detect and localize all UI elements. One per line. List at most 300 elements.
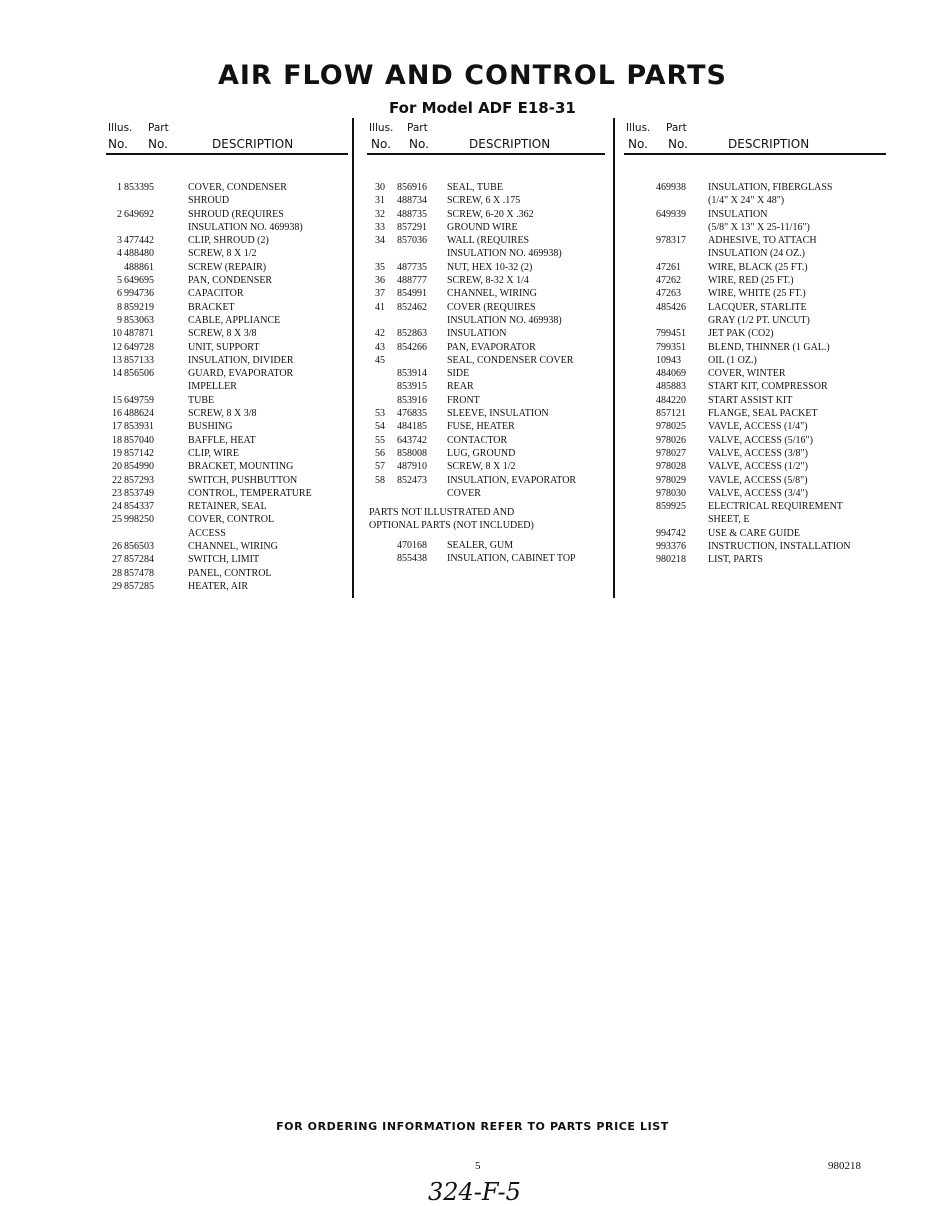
illus-number: 5 bbox=[117, 275, 122, 287]
parts-rows bbox=[108, 181, 348, 593]
part-number: 853914 bbox=[397, 368, 427, 380]
part-row bbox=[626, 380, 886, 393]
illus-number: 10 bbox=[112, 328, 122, 340]
part-number: 857142 bbox=[124, 447, 154, 459]
part-description: GUARD, EVAPORATOR bbox=[188, 368, 294, 380]
column-divider bbox=[352, 118, 354, 598]
no-label: No. bbox=[668, 137, 688, 151]
part-label: Part bbox=[407, 122, 428, 134]
part-description: TUBE bbox=[188, 394, 215, 406]
part-row bbox=[626, 327, 886, 340]
part-row bbox=[369, 274, 605, 287]
part-label: Part bbox=[148, 122, 169, 134]
part-description: UNIT, SUPPORT bbox=[188, 341, 260, 353]
part-row bbox=[108, 287, 348, 300]
part-description: SCREW (REPAIR) bbox=[188, 261, 267, 273]
part-description: SWITCH, LIMIT bbox=[188, 554, 260, 566]
part-number: 643742 bbox=[397, 434, 427, 446]
part-row bbox=[626, 287, 886, 300]
column-divider bbox=[613, 118, 615, 598]
part-number: 854337 bbox=[124, 501, 154, 513]
illus-number: 28 bbox=[112, 567, 122, 579]
part-row bbox=[369, 447, 605, 460]
part-row bbox=[626, 208, 886, 221]
part-number: 484185 bbox=[397, 421, 427, 433]
part-description: CHANNEL, WIRING bbox=[447, 288, 537, 300]
part-number: 488734 bbox=[397, 195, 427, 207]
part-row bbox=[108, 500, 348, 513]
part-description: BUSHING bbox=[188, 421, 233, 433]
part-row bbox=[369, 367, 605, 380]
part-description: SHEET, E bbox=[708, 514, 750, 526]
part-number: 649759 bbox=[124, 394, 154, 406]
illus-number: 22 bbox=[112, 474, 122, 486]
header-rule bbox=[367, 153, 605, 155]
part-description: VALVE, ACCESS (1/2") bbox=[708, 461, 808, 473]
part-number: 649728 bbox=[124, 341, 154, 353]
part-row bbox=[369, 208, 605, 221]
part-row bbox=[108, 394, 348, 407]
part-number: 859925 bbox=[656, 501, 686, 513]
part-number: 649939 bbox=[656, 208, 686, 220]
part-row bbox=[369, 234, 605, 247]
part-description: OIL (1 OZ.) bbox=[708, 354, 757, 366]
part-description: FUSE, HEATER bbox=[447, 421, 515, 433]
part-number: 488480 bbox=[124, 248, 154, 260]
column-header bbox=[108, 120, 348, 154]
part-number: 978029 bbox=[656, 474, 686, 486]
illus-number: 27 bbox=[112, 554, 122, 566]
part-description: SLEEVE, INSULATION bbox=[447, 408, 549, 420]
part-number: 854990 bbox=[124, 461, 154, 473]
part-description: INSULATION (24 OZ.) bbox=[708, 248, 805, 260]
part-row bbox=[626, 367, 886, 380]
part-row bbox=[626, 527, 886, 540]
part-number: 487871 bbox=[124, 328, 154, 340]
section-note bbox=[369, 506, 605, 519]
part-row bbox=[369, 261, 605, 274]
part-row bbox=[108, 341, 348, 354]
part-row bbox=[369, 314, 605, 327]
part-row bbox=[626, 274, 886, 287]
part-row bbox=[108, 580, 348, 593]
part-number: 855438 bbox=[397, 553, 427, 565]
part-description: SWITCH, PUSHBUTTON bbox=[188, 474, 298, 486]
illus-label: Illus. bbox=[369, 122, 394, 134]
part-number: 853749 bbox=[124, 487, 154, 499]
illus-number: 17 bbox=[112, 421, 122, 433]
illus-number: 55 bbox=[375, 434, 385, 446]
no-label: No. bbox=[108, 137, 128, 151]
part-description: SCREW, 8 X 3/8 bbox=[188, 328, 257, 340]
document-code: 980218 bbox=[828, 1160, 861, 1172]
part-row bbox=[108, 434, 348, 447]
part-description: COVER, CONDENSER bbox=[188, 182, 287, 193]
column-header bbox=[369, 120, 605, 154]
parts-column-3 bbox=[626, 120, 886, 567]
illus-number: 2 bbox=[117, 208, 122, 220]
description-label: DESCRIPTION bbox=[212, 137, 294, 151]
illus-label: Illus. bbox=[108, 122, 133, 134]
part-number: 857040 bbox=[124, 434, 154, 446]
part-row bbox=[626, 447, 886, 460]
part-row bbox=[108, 487, 348, 500]
part-description: CLIP, WIRE bbox=[188, 447, 239, 459]
page-number: 5 bbox=[475, 1160, 481, 1172]
part-description: FLANGE, SEAL PACKET bbox=[708, 408, 818, 420]
part-row bbox=[626, 394, 886, 407]
part-row bbox=[108, 420, 348, 433]
part-description: VALVE, ACCESS (3/8") bbox=[708, 447, 808, 459]
part-row bbox=[369, 474, 605, 487]
parts-rows bbox=[626, 181, 886, 567]
part-row bbox=[626, 540, 886, 553]
part-number: 854991 bbox=[397, 288, 427, 300]
illus-number: 24 bbox=[112, 501, 122, 513]
part-number: 799351 bbox=[656, 341, 686, 353]
illus-number: 42 bbox=[375, 328, 385, 340]
part-number: 487735 bbox=[397, 261, 427, 273]
illus-number: 12 bbox=[112, 341, 122, 353]
part-row bbox=[369, 341, 605, 354]
illus-number: 15 bbox=[112, 394, 122, 406]
part-number: 485426 bbox=[656, 301, 686, 313]
part-description: ADHESIVE, TO ATTACH bbox=[708, 235, 817, 247]
part-row bbox=[626, 247, 886, 260]
part-description: RETAINER, SEAL bbox=[188, 501, 267, 513]
part-description: SCREW, 8-32 X 1/4 bbox=[447, 275, 529, 287]
part-description: SCREW, 8 X 3/8 bbox=[188, 408, 257, 420]
part-description: LUG, GROUND bbox=[447, 447, 516, 459]
parts-rows bbox=[369, 181, 605, 565]
part-row bbox=[108, 181, 348, 194]
part-description: SHROUD (REQUIRES bbox=[188, 208, 284, 220]
part-row bbox=[108, 553, 348, 566]
illus-number: 25 bbox=[112, 514, 122, 526]
part-description: (1/4" X 24" X 48") bbox=[708, 195, 785, 207]
illus-number: 4 bbox=[117, 248, 122, 260]
part-number: 857291 bbox=[397, 221, 427, 233]
illus-number: 20 bbox=[112, 461, 122, 473]
part-row bbox=[369, 407, 605, 420]
part-description: COVER, WINTER bbox=[708, 368, 786, 380]
illus-number: 41 bbox=[375, 301, 385, 313]
part-description: USE & CARE GUIDE bbox=[708, 527, 800, 539]
part-row bbox=[626, 420, 886, 433]
illus-number: 54 bbox=[375, 421, 385, 433]
part-description: HEATER, AIR bbox=[188, 580, 248, 592]
part-number: 649692 bbox=[124, 208, 154, 220]
illus-number: 58 bbox=[375, 474, 385, 486]
part-description: CLIP, SHROUD (2) bbox=[188, 235, 269, 247]
part-description: PAN, EVAPORATOR bbox=[447, 341, 536, 353]
illus-label: Illus. bbox=[626, 122, 651, 134]
part-row bbox=[626, 221, 886, 234]
part-number: 487910 bbox=[397, 461, 427, 473]
part-description: BRACKET bbox=[188, 301, 235, 313]
no-label: No. bbox=[409, 137, 429, 151]
part-row bbox=[626, 434, 886, 447]
part-description: SIDE bbox=[447, 368, 470, 380]
part-row bbox=[108, 274, 348, 287]
part-number: 994742 bbox=[656, 527, 686, 539]
part-description: VALVE, ACCESS (5/16") bbox=[708, 434, 813, 446]
part-row bbox=[369, 460, 605, 473]
illus-number: 18 bbox=[112, 434, 122, 446]
part-row bbox=[108, 354, 348, 367]
part-number: 476835 bbox=[397, 408, 427, 420]
illus-number: 23 bbox=[112, 487, 122, 499]
part-row bbox=[626, 460, 886, 473]
part-row bbox=[626, 407, 886, 420]
part-description: BRACKET, MOUNTING bbox=[188, 461, 294, 473]
part-description: IMPELLER bbox=[188, 381, 237, 393]
part-description: LACQUER, STARLITE bbox=[708, 301, 807, 313]
part-row bbox=[108, 460, 348, 473]
illus-number: 26 bbox=[112, 541, 122, 553]
page-title: AIR FLOW AND CONTROL PARTS bbox=[217, 60, 728, 91]
part-row bbox=[626, 234, 886, 247]
part-row bbox=[626, 314, 886, 327]
part-row bbox=[626, 487, 886, 500]
part-number: 853395 bbox=[124, 182, 154, 193]
part-number: 978030 bbox=[656, 487, 686, 499]
column-header bbox=[626, 120, 886, 154]
part-number: 649695 bbox=[124, 275, 154, 287]
part-number: 470168 bbox=[397, 539, 427, 551]
part-number: 856506 bbox=[124, 368, 154, 380]
part-description: REAR bbox=[447, 381, 474, 393]
part-row bbox=[108, 327, 348, 340]
part-number: 980218 bbox=[656, 554, 686, 566]
part-number: 852462 bbox=[397, 301, 427, 313]
illus-number: 43 bbox=[375, 341, 385, 353]
part-number: 993376 bbox=[656, 541, 686, 553]
illus-number: 8 bbox=[117, 301, 122, 313]
illus-number: 6 bbox=[117, 288, 122, 300]
part-row bbox=[369, 247, 605, 260]
part-number: 484220 bbox=[656, 394, 686, 406]
part-number: 488735 bbox=[397, 208, 427, 220]
illus-number: 9 bbox=[117, 314, 122, 326]
illus-number: 56 bbox=[375, 447, 385, 459]
part-description: COVER bbox=[447, 487, 481, 499]
header-rule bbox=[624, 153, 886, 155]
part-description: SEAL, TUBE bbox=[447, 182, 503, 193]
part-row bbox=[369, 487, 605, 500]
illus-number: 45 bbox=[375, 354, 385, 366]
part-row bbox=[108, 567, 348, 580]
part-description: BLEND, THINNER (1 GAL.) bbox=[708, 341, 830, 353]
part-number: 488861 bbox=[124, 261, 154, 273]
illus-number: 33 bbox=[375, 221, 385, 233]
section-note bbox=[369, 519, 605, 532]
no-label: No. bbox=[371, 137, 391, 151]
part-number: 853931 bbox=[124, 421, 154, 433]
part-description: WIRE, BLACK (25 FT.) bbox=[708, 261, 808, 273]
part-row bbox=[108, 247, 348, 260]
part-row bbox=[108, 407, 348, 420]
part-row bbox=[626, 553, 886, 566]
part-description: (5/8" X 13" X 25-11/16") bbox=[708, 221, 810, 233]
part-number: 469938 bbox=[656, 182, 686, 193]
part-row bbox=[626, 341, 886, 354]
part-description: SCREW, 8 X 1/2 bbox=[447, 461, 516, 473]
description-label: DESCRIPTION bbox=[469, 137, 551, 151]
part-description: INSULATION bbox=[447, 328, 507, 340]
part-number: 857036 bbox=[397, 235, 427, 247]
illus-number: 16 bbox=[112, 408, 122, 420]
part-row bbox=[369, 394, 605, 407]
part-number: 488777 bbox=[397, 275, 427, 287]
part-row bbox=[369, 420, 605, 433]
illus-number: 30 bbox=[375, 182, 385, 193]
part-row bbox=[626, 354, 886, 367]
part-row bbox=[108, 447, 348, 460]
part-description: START KIT, COMPRESSOR bbox=[708, 381, 828, 393]
part-description: WALL (REQUIRES bbox=[447, 235, 530, 247]
no-label: No. bbox=[148, 137, 168, 151]
part-description: ACCESS bbox=[188, 527, 226, 539]
part-row bbox=[369, 181, 605, 194]
section-note-text: PARTS NOT ILLUSTRATED AND bbox=[369, 507, 515, 519]
part-description: INSULATION, CABINET TOP bbox=[447, 553, 576, 565]
illus-number: 53 bbox=[375, 408, 385, 420]
part-description: VAVLE, ACCESS (1/4") bbox=[708, 421, 808, 433]
part-number: 857293 bbox=[124, 474, 154, 486]
part-row bbox=[108, 194, 348, 207]
part-description: LIST, PARTS bbox=[708, 554, 763, 566]
part-number: 852863 bbox=[397, 328, 427, 340]
part-number: 978317 bbox=[656, 235, 686, 247]
part-number: 978028 bbox=[656, 461, 686, 473]
illus-number: 34 bbox=[375, 235, 385, 247]
part-label: Part bbox=[666, 122, 687, 134]
illus-number: 57 bbox=[375, 461, 385, 473]
part-number: 47261 bbox=[656, 261, 681, 273]
part-number: 857133 bbox=[124, 354, 154, 366]
part-description: INSULATION, DIVIDER bbox=[188, 354, 294, 366]
part-row bbox=[626, 513, 886, 526]
illus-number: 19 bbox=[112, 447, 122, 459]
part-number: 485883 bbox=[656, 381, 686, 393]
part-description: NUT, HEX 10-32 (2) bbox=[447, 261, 533, 273]
ordering-footer: FOR ORDERING INFORMATION REFER TO PARTS PRICE LIST bbox=[276, 1120, 669, 1133]
part-row bbox=[108, 314, 348, 327]
illus-number: 37 bbox=[375, 288, 385, 300]
header-rule bbox=[106, 153, 348, 155]
part-description: CABLE, APPLIANCE bbox=[188, 314, 281, 326]
part-number: 484069 bbox=[656, 368, 686, 380]
part-number: 998250 bbox=[124, 514, 154, 526]
part-row bbox=[108, 527, 348, 540]
part-number: 852473 bbox=[397, 474, 427, 486]
part-row bbox=[108, 474, 348, 487]
parts-column-1 bbox=[108, 120, 348, 593]
part-description: SCREW, 6-20 X .362 bbox=[447, 208, 534, 220]
illus-number: 31 bbox=[375, 195, 385, 207]
part-description: CAPACITOR bbox=[188, 288, 244, 300]
part-description: BAFFLE, HEAT bbox=[188, 434, 256, 446]
part-number: 47262 bbox=[656, 275, 681, 287]
part-row bbox=[108, 221, 348, 234]
part-description: INSULATION, EVAPORATOR bbox=[447, 474, 577, 486]
part-row bbox=[626, 301, 886, 314]
part-number: 857121 bbox=[656, 408, 686, 420]
part-number: 853063 bbox=[124, 314, 154, 326]
part-number: 857285 bbox=[124, 580, 154, 592]
part-row bbox=[369, 194, 605, 207]
part-number: 978025 bbox=[656, 421, 686, 433]
no-label: No. bbox=[628, 137, 648, 151]
part-description: VAVLE, ACCESS (5/8") bbox=[708, 474, 808, 486]
part-row bbox=[626, 474, 886, 487]
part-description: GROUND WIRE bbox=[447, 221, 518, 233]
part-description: SHROUD bbox=[188, 195, 230, 207]
illus-number: 14 bbox=[112, 368, 122, 380]
part-description: INSULATION, FIBERGLASS bbox=[708, 182, 833, 193]
illus-number: 29 bbox=[112, 580, 122, 592]
part-description: START ASSIST KIT bbox=[708, 394, 793, 406]
part-description: CONTROL, TEMPERATURE bbox=[188, 487, 312, 499]
part-description: INSTRUCTION, INSTALLATION bbox=[708, 541, 851, 553]
illus-number: 13 bbox=[112, 354, 122, 366]
section-note-text: OPTIONAL PARTS (NOT INCLUDED) bbox=[369, 520, 534, 532]
illus-number: 36 bbox=[375, 275, 385, 287]
part-description: INSULATION NO. 469938) bbox=[447, 314, 562, 326]
part-number: 853916 bbox=[397, 394, 427, 406]
part-row bbox=[369, 539, 605, 552]
part-row bbox=[626, 181, 886, 194]
part-number: 978026 bbox=[656, 434, 686, 446]
part-description: SEALER, GUM bbox=[447, 539, 514, 551]
part-description: WIRE, RED (25 FT.) bbox=[708, 275, 794, 287]
part-row bbox=[626, 500, 886, 513]
part-row bbox=[108, 208, 348, 221]
part-description: VALVE, ACCESS (3/4") bbox=[708, 487, 808, 499]
part-number: 10943 bbox=[656, 354, 681, 366]
part-description: INSULATION NO. 469938) bbox=[188, 221, 303, 233]
part-number: 854266 bbox=[397, 341, 427, 353]
part-row bbox=[108, 513, 348, 526]
part-row bbox=[369, 301, 605, 314]
part-number: 857284 bbox=[124, 554, 154, 566]
part-row bbox=[369, 552, 605, 565]
part-description: INSULATION bbox=[708, 208, 768, 220]
part-description: COVER (REQUIRES bbox=[447, 301, 536, 313]
part-description: SCREW, 8 X 1/2 bbox=[188, 248, 257, 260]
part-row bbox=[626, 261, 886, 274]
part-description: PAN, CONDENSER bbox=[188, 275, 273, 287]
part-row bbox=[369, 380, 605, 393]
illus-number: 35 bbox=[375, 261, 385, 273]
handwritten-note: 324-F-5 bbox=[428, 1178, 521, 1206]
part-row bbox=[369, 354, 605, 367]
part-number: 47263 bbox=[656, 288, 681, 300]
part-description: COVER, CONTROL bbox=[188, 514, 275, 526]
model-subtitle: For Model ADF E18-31 bbox=[389, 99, 576, 117]
part-row bbox=[108, 540, 348, 553]
parts-column-2 bbox=[369, 120, 605, 565]
part-description: FRONT bbox=[447, 394, 480, 406]
part-description: WIRE, WHITE (25 FT.) bbox=[708, 288, 806, 300]
part-number: 856916 bbox=[397, 182, 427, 193]
part-number: 858008 bbox=[397, 447, 427, 459]
part-description: SCREW, 6 X .175 bbox=[447, 195, 521, 207]
illus-number: 1 bbox=[117, 182, 122, 193]
part-row bbox=[108, 234, 348, 247]
part-number: 856503 bbox=[124, 541, 154, 553]
